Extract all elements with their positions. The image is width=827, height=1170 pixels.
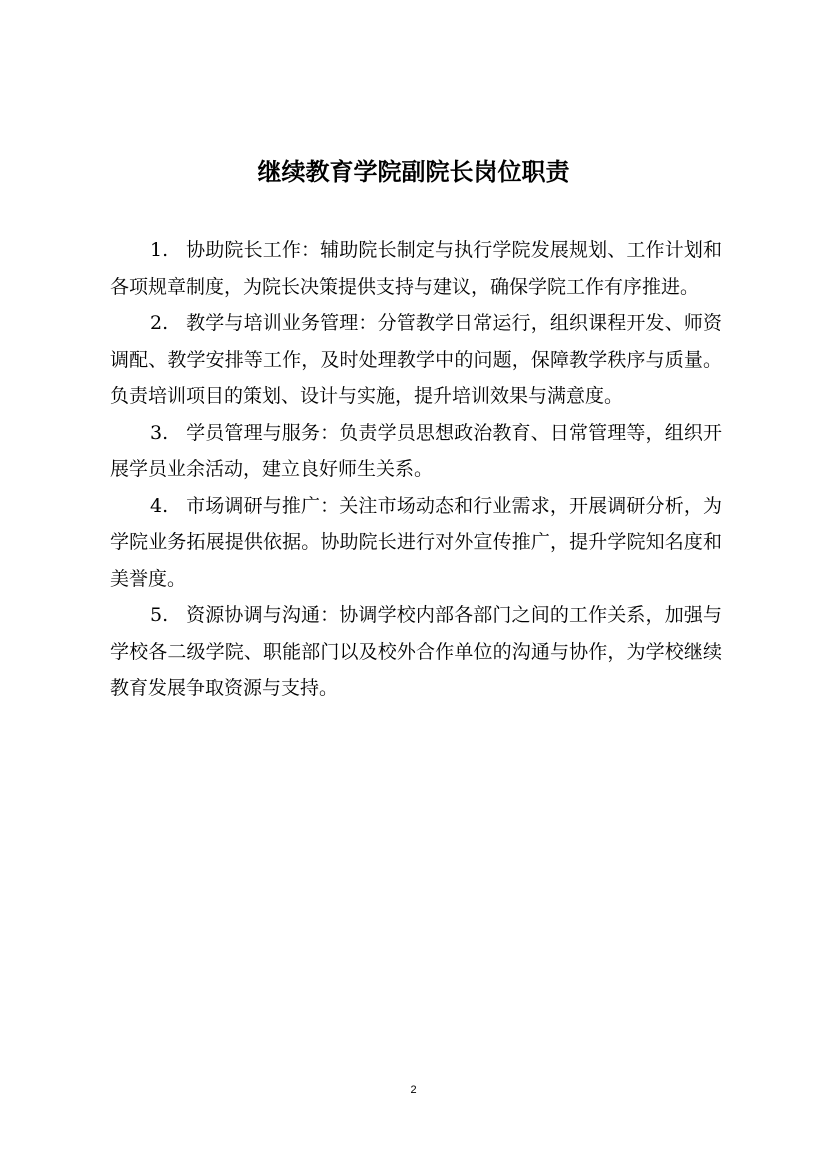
duty-number: 2.	[150, 312, 169, 334]
duty-item-5	[110, 597, 722, 707]
duty-number: 1.	[150, 239, 169, 261]
duty-item-1	[110, 232, 722, 305]
page-number: 2	[410, 1084, 417, 1096]
duty-text: 学员管理与服务：负责学员思想政治教育、日常管理等，组织开展学员业余活动，建立良好师生关系。	[110, 421, 722, 480]
duty-text: 协助院长工作：辅助院长制定与执行学院发展规划、工作计划和各项规章制度，为院长决策提供支持与建议，确保学院工作有序推进。	[110, 239, 722, 298]
duty-item-2	[110, 305, 722, 415]
duty-number: 5.	[150, 604, 169, 626]
duty-number: 4.	[150, 494, 169, 517]
duty-number: 3.	[150, 421, 169, 444]
duty-item-4	[110, 488, 722, 598]
duty-text: 市场调研与推广：关注市场动态和行业需求，开展调研分析，为学院业务拓展提供依据。协助院长进行对外宣传推广，提升学院知名度和美誉度。	[110, 494, 722, 590]
duty-text: 教学与培训业务管理：分管教学日常运行，组织课程开发、师资调配、教学安排等工作，及时处理教学中的问题，保障教学秩序与质量。负责培训项目的策划、设计与实施，提升培训效果与满意度。	[110, 312, 722, 407]
duty-text: 资源协调与沟通：协调学校内部各部门之间的工作关系，加强与学校各二级学院、职能部门以及校外合作单位的沟通与协作，为学校继续教育发展争取资源与支持。	[110, 604, 722, 699]
document-title: 继续教育学院副院长岗位职责	[257, 158, 570, 186]
duties-list	[110, 232, 722, 707]
duty-item-3	[110, 415, 722, 488]
